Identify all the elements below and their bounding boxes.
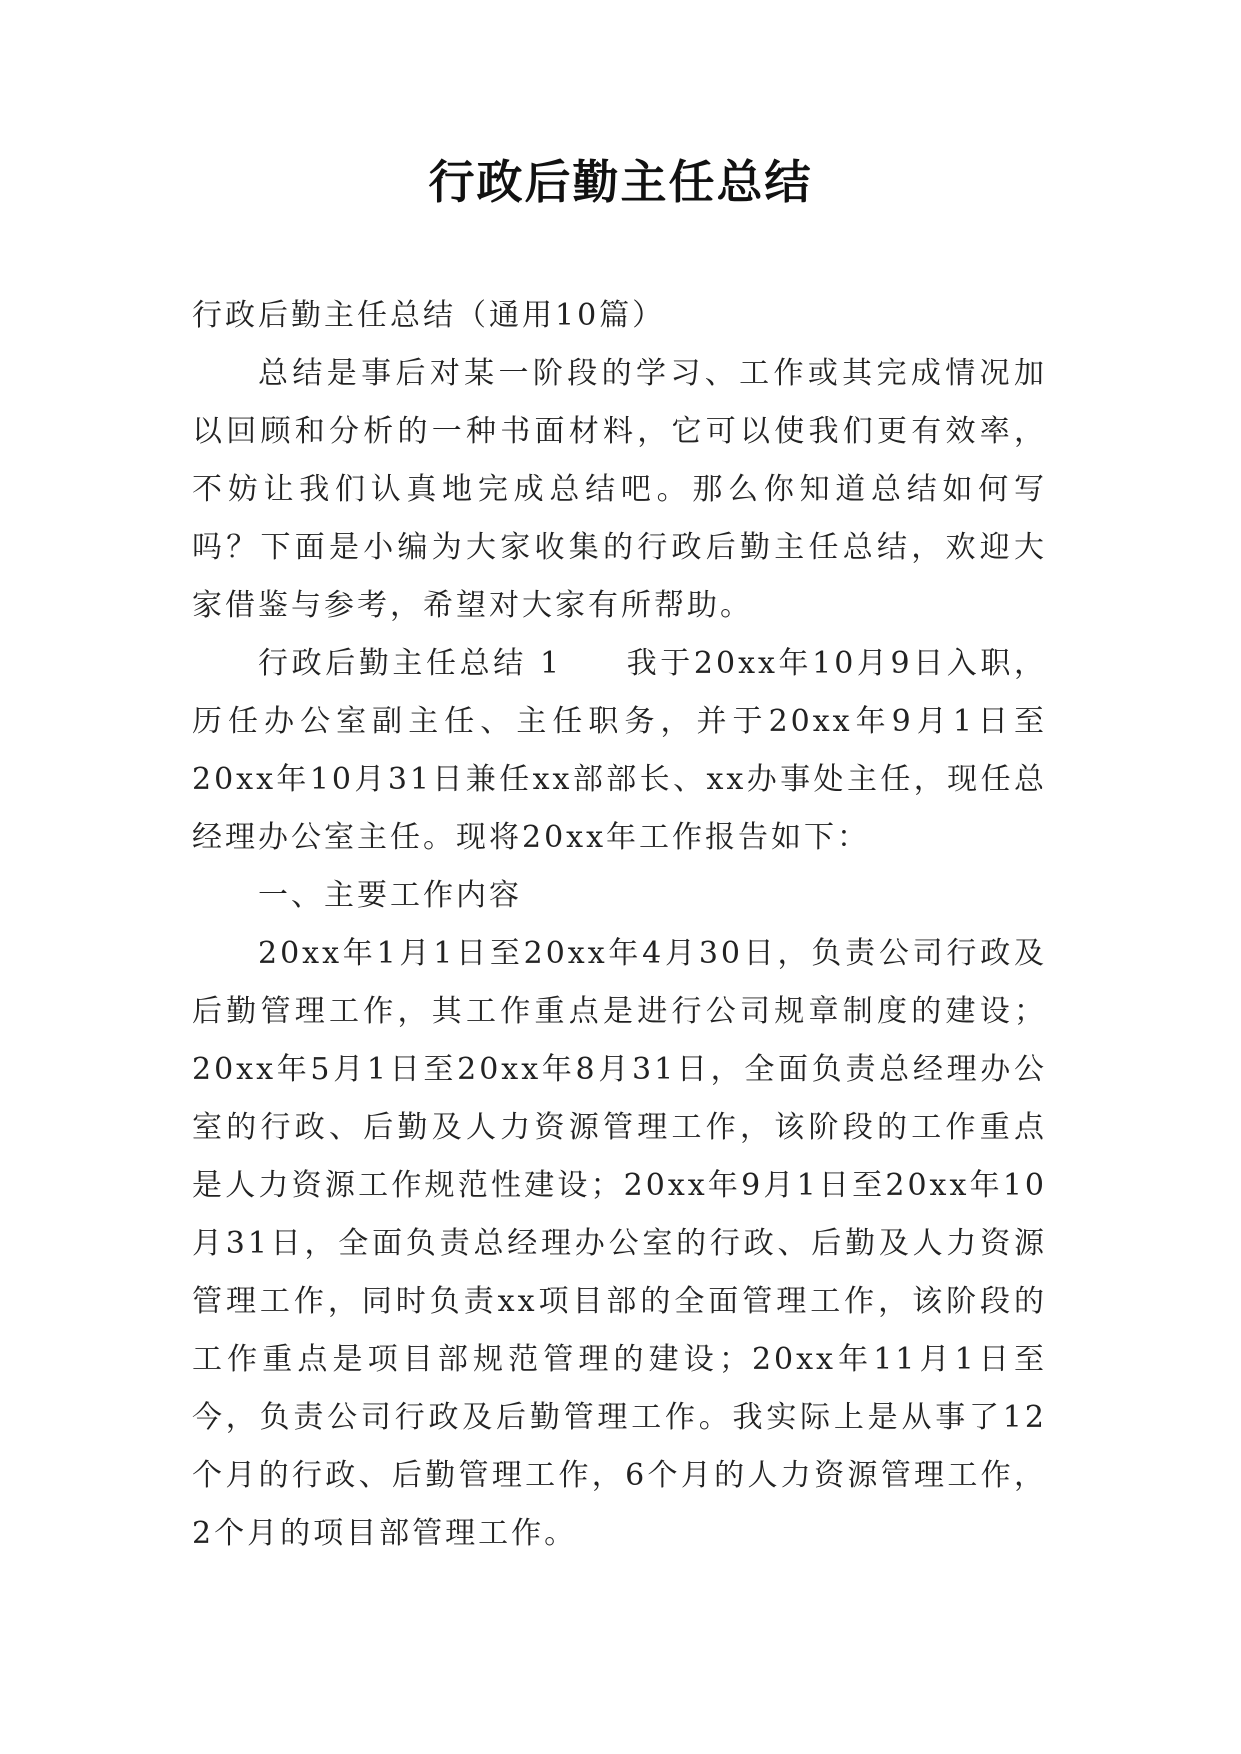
part-1-paragraph: 20xx年1月1日至20xx年4月30日，负责公司行政及后勤管理工作，其工作重点是进行公司规章制度的建设；20xx年5月1日至20xx年8月31日，全面负责总经理办公室的行政、后勤及人力资源管理工作，该阶段的工作重点是人力资源工作规范性建设；20xx年9月1日至20xx年10月31日，全面负责总经理办公室的行政、后勤及人力资源管理工作，同时负责xx项目部的全面管理工作，该阶段的工作重点是项目部规范管理的建设；20xx年11月1日至今，负责公司行政及后勤管理工作。我实际上是从事了12个月的行政、后勤管理工作，6个月的人力资源管理工作，2个月的项目部管理工作。 <box>192 936 1047 1551</box>
section-1-text: 我于20xx年10月9日入职，历任办公室副主任、主任职务，并于20xx年9月1日至20xx年10月31日兼任xx部部长、xx办事处主任，现任总经理办公室主任。现将20xx年工作报告如下： <box>192 646 1048 855</box>
section-1-heading: 行政后勤主任总结 1 <box>258 646 563 681</box>
section-1-paragraph <box>192 635 1047 867</box>
intro-paragraph: 总结是事后对某一阶段的学习、工作或其完成情况加以回顾和分析的一种书面材料，它可以使我们更有效率，不妨让我们认真地完成总结吧。那么你知道总结如何写吗？下面是小编为大家收集的行政后勤主任总结，欢迎大家借鉴与参考，希望对大家有所帮助。 <box>192 356 1047 623</box>
document-subtitle: 行政后勤主任总结（通用10篇） <box>192 298 666 333</box>
document-title: 行政后勤主任总结 <box>428 155 813 209</box>
document-body <box>192 287 1047 1563</box>
part-1-heading: 一、主要工作内容 <box>258 878 522 913</box>
